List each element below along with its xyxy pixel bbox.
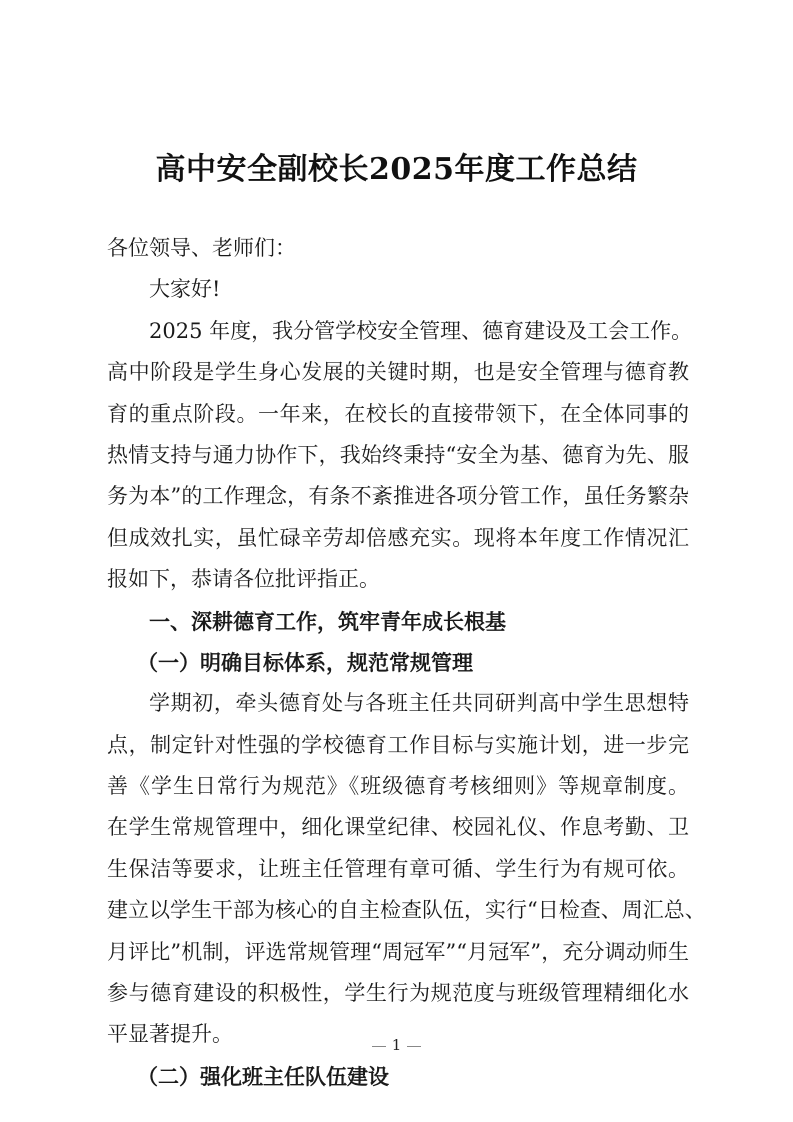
subsection-heading-1: （一）明确目标体系，规范常规管理 (137, 649, 473, 675)
paragraph-line: 学期初，牵头德育处与各班主任共同研判高中学生思想特 (149, 691, 689, 716)
intro-paragraph (107, 311, 693, 601)
paragraph-line: 热情支持与通力协作下，我始终秉持“安全为基、德育为先、服 (107, 442, 689, 467)
greeting: 大家好! (149, 277, 221, 302)
salutation: 各位领导、老师们： (107, 236, 296, 260)
section-heading-1: 一、深耕德育工作，筑牢青年成长根基 (149, 608, 506, 634)
paragraph-line: 建立以学生干部为核心的自主检查队伍，实行“日检查、周汇总、 (107, 898, 706, 923)
page-footer (0, 1036, 793, 1054)
paragraph-line: 月评比”机制，评选常规管理“周冠军”“月冠军”，充分调动师生 (107, 939, 689, 964)
paragraph-line: 但成效扎实，虽忙碌辛劳却倍感充实。现将本年度工作情况汇 (107, 525, 689, 550)
paragraph-line: 平显著提升。 (107, 1022, 233, 1047)
section1-paragraph (107, 683, 706, 1056)
dash-left (372, 1046, 386, 1047)
paragraph-line: 2025 年度，我分管学校安全管理、德育建设及工会工作。 (149, 318, 693, 343)
paragraph-line: 点，制定针对性强的学校德育工作目标与实施计划，进一步完 (107, 732, 689, 757)
document-body (107, 228, 706, 1097)
paragraph-line: 高中阶段是学生身心发展的关键时期，也是安全管理与德育教 (107, 360, 689, 385)
subsection-heading-2: （二）强化班主任队伍建设 (137, 1063, 389, 1089)
dash-right (407, 1046, 421, 1047)
paragraph-line: 务为本”的工作理念，有条不紊推进各项分管工作，虽任务繁杂 (107, 484, 689, 509)
paragraph-line: 生保洁等要求，让班主任管理有章可循、学生行为有规可依。 (107, 856, 689, 881)
paragraph-line: 善《学生日常行为规范》《班级德育考核细则》等规章制度。 (107, 774, 689, 799)
paragraph-line: 报如下，恭请各位批评指正。 (107, 567, 380, 592)
page-number: 1 (391, 1036, 402, 1054)
paragraph-line: 育的重点阶段。一年来，在校长的直接带领下，在全体同事的 (107, 401, 689, 426)
document-title: 高中安全副校长2025年度工作总结 (155, 152, 638, 187)
paragraph-line: 参与德育建设的积极性，学生行为规范度与班级管理精细化水 (107, 981, 689, 1006)
paragraph-line: 在学生常规管理中，细化课堂纪律、校园礼仪、作息考勤、卫 (107, 815, 689, 840)
